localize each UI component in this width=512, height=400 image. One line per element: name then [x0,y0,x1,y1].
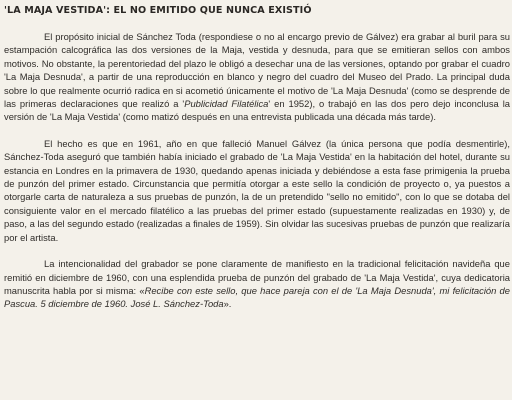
paragraph-1-segment-1: El propósito inicial de Sánchez Toda (respondiese o no al encargo previo de Gálvez) era grabar al buril para su estampación calcográfica las dos versiones de la Maja, vestida y desnuda, para que se emitieran sellos con ambos motivos. No obstante, la perentoriedad del plazo le obligó a desechar una de las versiones, optando por grabar el cuadro 'La Maja Desnuda', a partir de una reproducción en blanco y negro del cuadro del Museo del Prado. La principal duda sobre lo que realmente ocurrió radica en si acometió únicamente el motivo de 'La Maja Desnuda' (como se desprende de las primeras declaraciones que realizó a ' [4,31,510,110]
paragraph-1 [4,30,510,124]
paragraph-3-segment-3: ». [223,298,232,310]
paragraph-3-segment-2: Recibe con este sello, que hace pareja con el de 'La Maja Desnuda', mi felicitación de Pascua. 5 diciembre de 1960. José L. Sánchez-Toda [4,284,510,310]
article-title: 'LA MAJA VESTIDA': EL NO EMITIDO QUE NUNCA EXISTIÓ [4,5,312,16]
paragraph-2 [4,137,510,244]
paragraph-2-segment-1: El hecho es que en 1961, año en que falleció Manuel Gálvez (la única persona que podía desmentirle), Sánchez-Toda aseguró que también había iniciado el grabado de 'La Maja Vestida' en la habitación del hotel, durante su estancia en Londres en la primavera de 1930, quedando apenas iniciada y debiéndose a esta fase primigenia la prueba de punzón del primer estado. Circunstancia que permitía otorgar a este sello la condición de proyecto o, ya puestos a otorgarle carta de naturaleza a sus pruebas de punzón, la de un pretendido "sello no emitido", con lo que se dotaba del consiguiente valor en el mercado filatélico a las pruebas del primer estado (supuestamente realizadas en 1930) y, de paso, a las del segundo estado (realizadas a finales de 1959). Sin olvidar las sucesivas pruebas de punzón que realizaría por el artista. [4,137,510,243]
paragraph-3 [4,257,510,311]
paragraph-1-segment-2: Publicidad Filatélica [184,98,269,110]
paragraph-3-segment-1: La intencionalidad del grabador se pone claramente de manifiesto en la tradicional felicitación navideña que remitió en diciembre de 1960, con una esplendida prueba de punzón del grabado de 'La Maja Vestida', cuya dedicatoria manuscrita habla por si misma: « [4,258,510,296]
paragraph-1-segment-3: ' en 1952), o trabajó en las dos pero dejo inconclusa la versión de 'La Maja Vestida' (como matizó después en una entrevista publicada una década más tarde). [4,98,510,123]
